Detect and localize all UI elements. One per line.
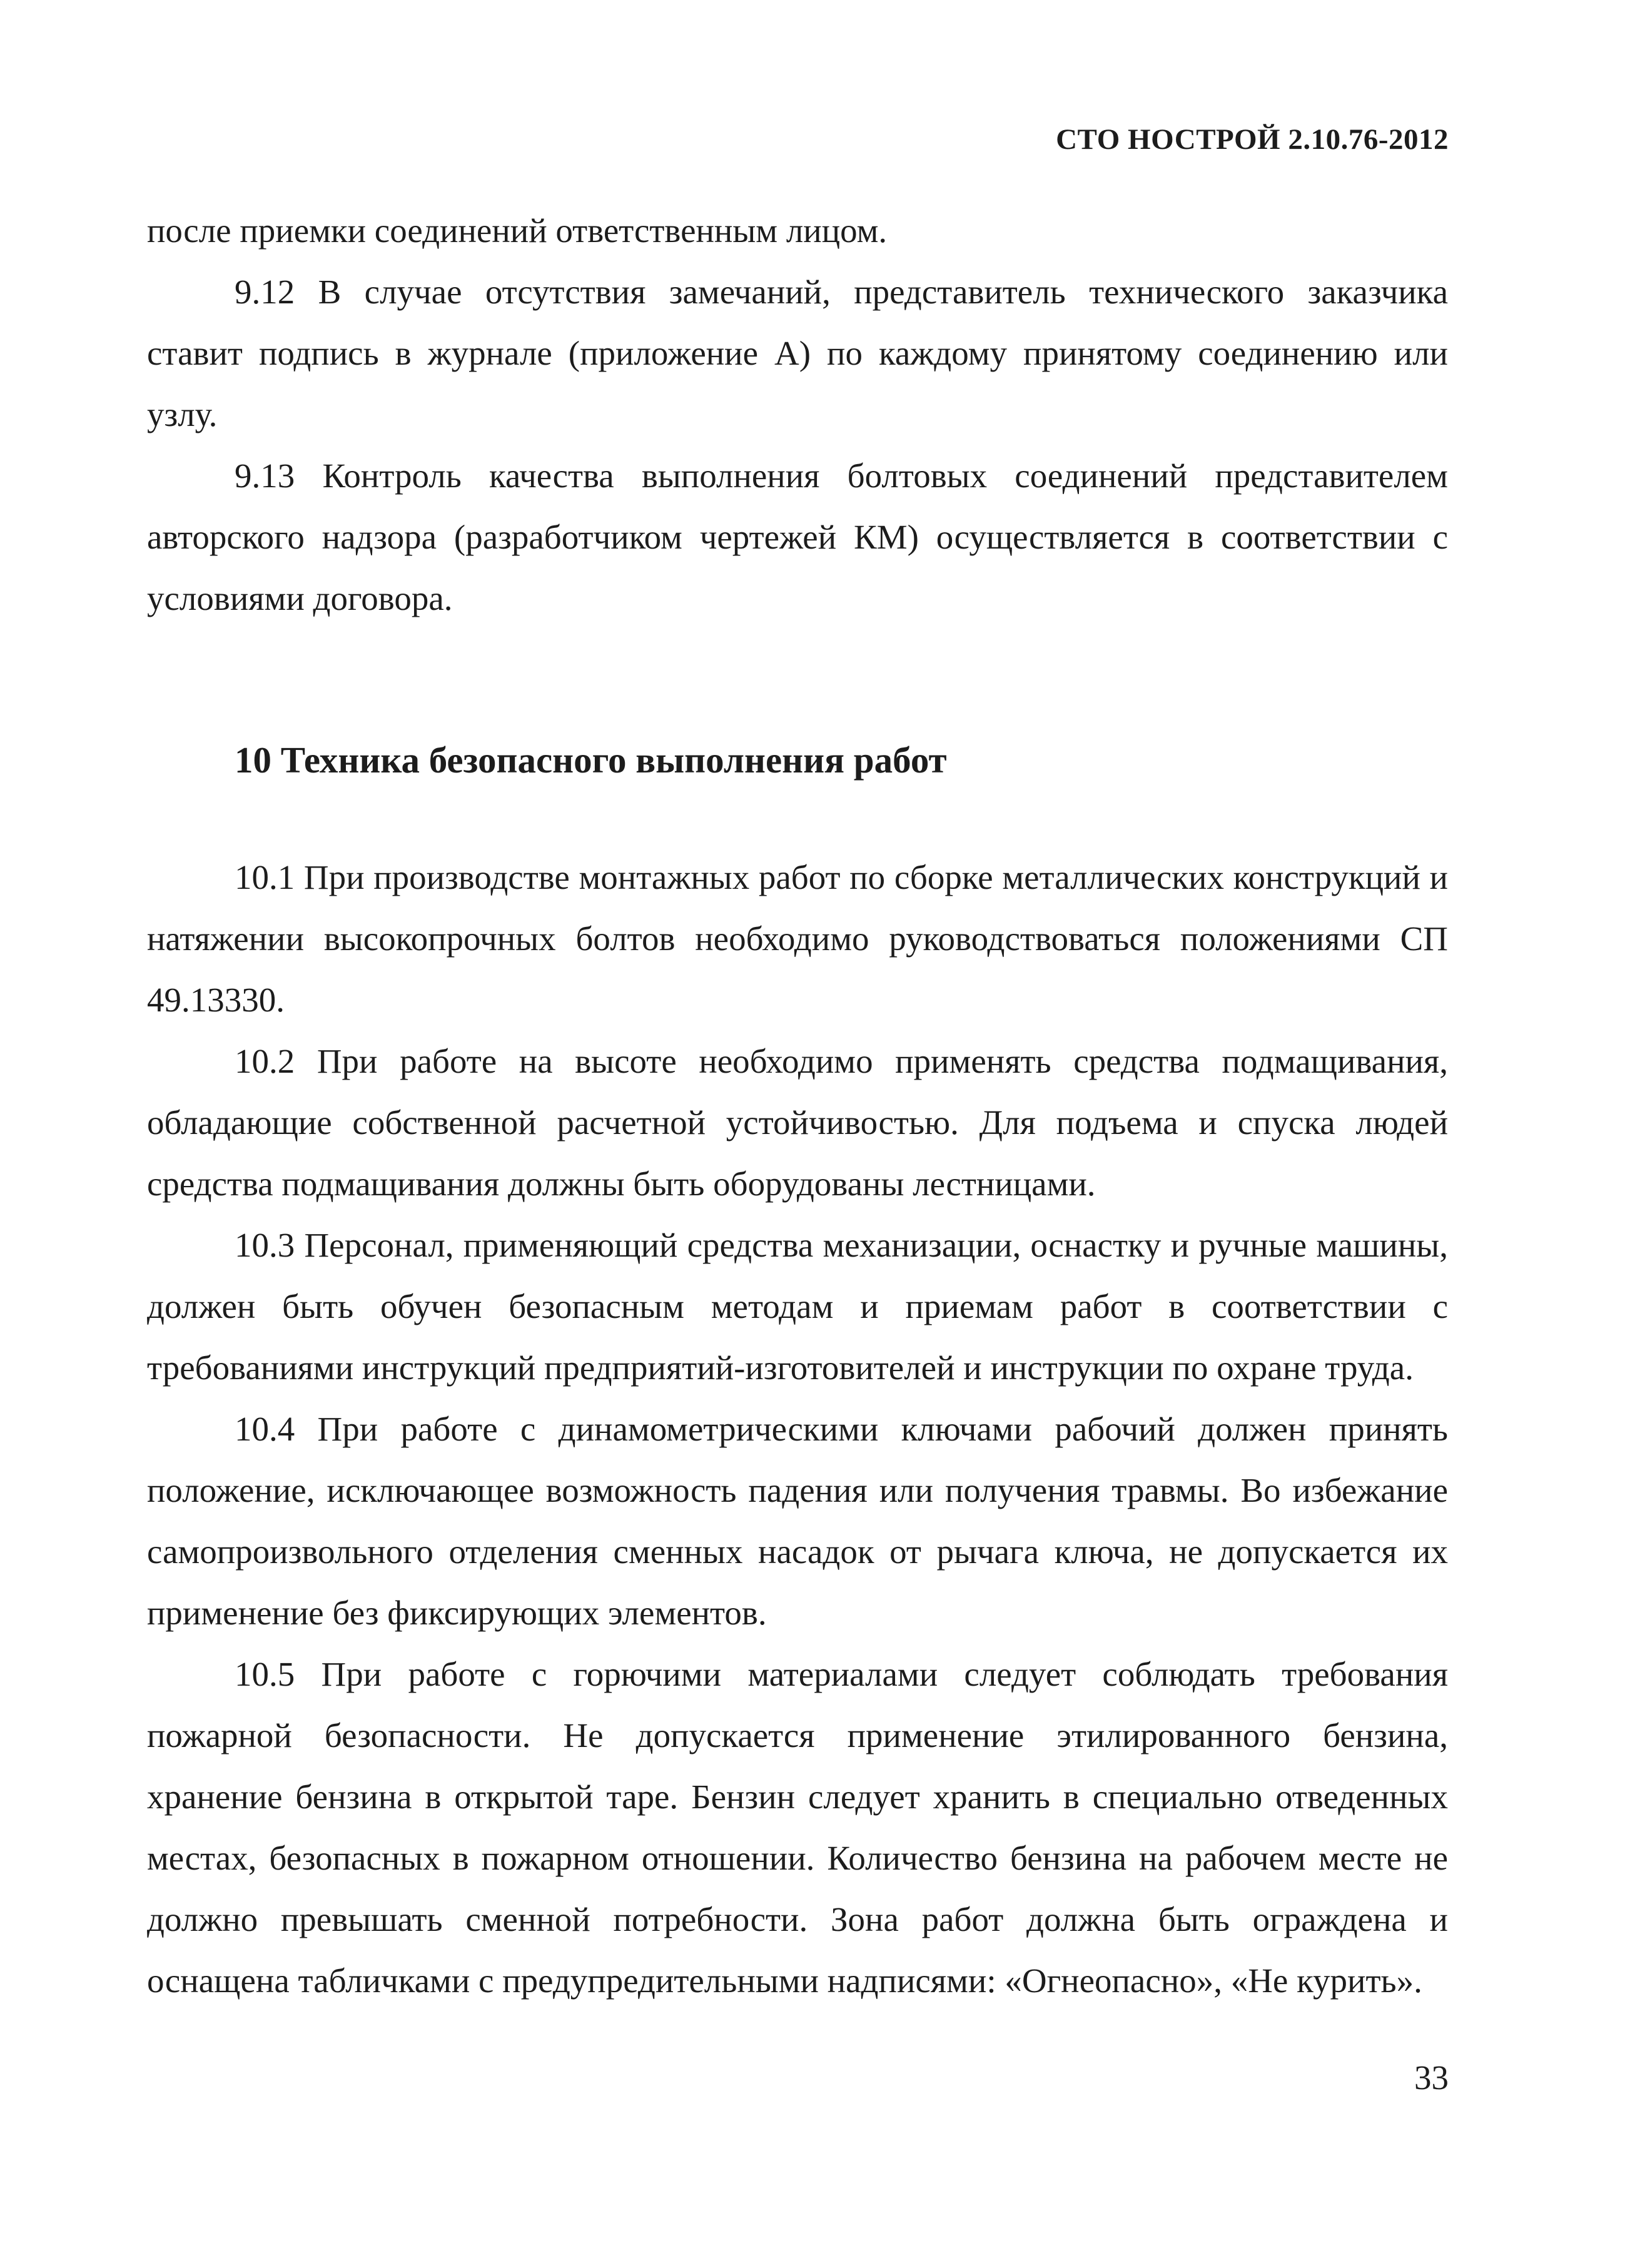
section-title: 10 Техника безопасного выполнения работ <box>235 739 947 781</box>
paragraph-9-13: 9.13 Контроль качества выполнения болтовых соединений представителем авторского надзора (разработчиком чертежей КМ) осуществляется в соответствии с условиями договора. <box>147 457 1448 617</box>
paragraph-10-3: 10.3 Персонал, применяющий средства механизации, оснастку и ручные машины, должен быть обучен безопасным методам и приемам работ в соответствии с требованиями инструкций предприятий-изготовителей и инструкции по охране труда. <box>147 1226 1448 1387</box>
paragraph-10-2: 10.2 При работе на высоте необходимо применять средства подмащивания, обладающие собственной расчетной устойчивостью. Для подъема и спуска людей средства подмащивания должны быть оборудованы лестницами. <box>147 1042 1448 1203</box>
page-content <box>147 200 1448 2012</box>
page-number: 33 <box>1414 2058 1449 2097</box>
paragraph-10-1: 10.1 При производстве монтажных работ по сборке металлических конструкций и натяжении высокопрочных болтов необходимо руководствоваться положениями СП 49.13330. <box>147 858 1448 1019</box>
paragraph-continuation: после приемки соединений ответственным лицом. <box>147 211 888 250</box>
document-code-header: СТО НОСТРОЙ 2.10.76-2012 <box>1056 123 1449 156</box>
paragraph-10-4: 10.4 При работе с динамометрическими ключами рабочий должен принять положение, исключающее возможность падения или получения травмы. Во избежание самопроизвольного отделения сменных насадок от рычага ключа, не допускается их применение без фиксирующих элементов. <box>147 1410 1448 1632</box>
paragraph-9-12: 9.12 В случае отсутствия замечаний, представитель технического заказчика ставит подпись в журнале (приложение А) по каждому принятому соединению или узлу. <box>147 273 1448 433</box>
paragraph-10-5: 10.5 При работе с горючими материалами следует соблюдать требования пожарной безопасности. Не допускается применение этилированного бензина, хранение бензина в открытой таре. Бензин следует хранить в специально отведенных местах, безопасных в пожарном отношении. Количество бензина на рабочем месте не должно превышать сменной потребности. Зона работ должна быть ограждена и оснащена табличками с предупредительными надписями: «Огнеопасно», «Не курить». <box>147 1655 1448 2000</box>
section-spacer <box>147 629 1448 729</box>
section-spacer <box>147 791 1448 847</box>
